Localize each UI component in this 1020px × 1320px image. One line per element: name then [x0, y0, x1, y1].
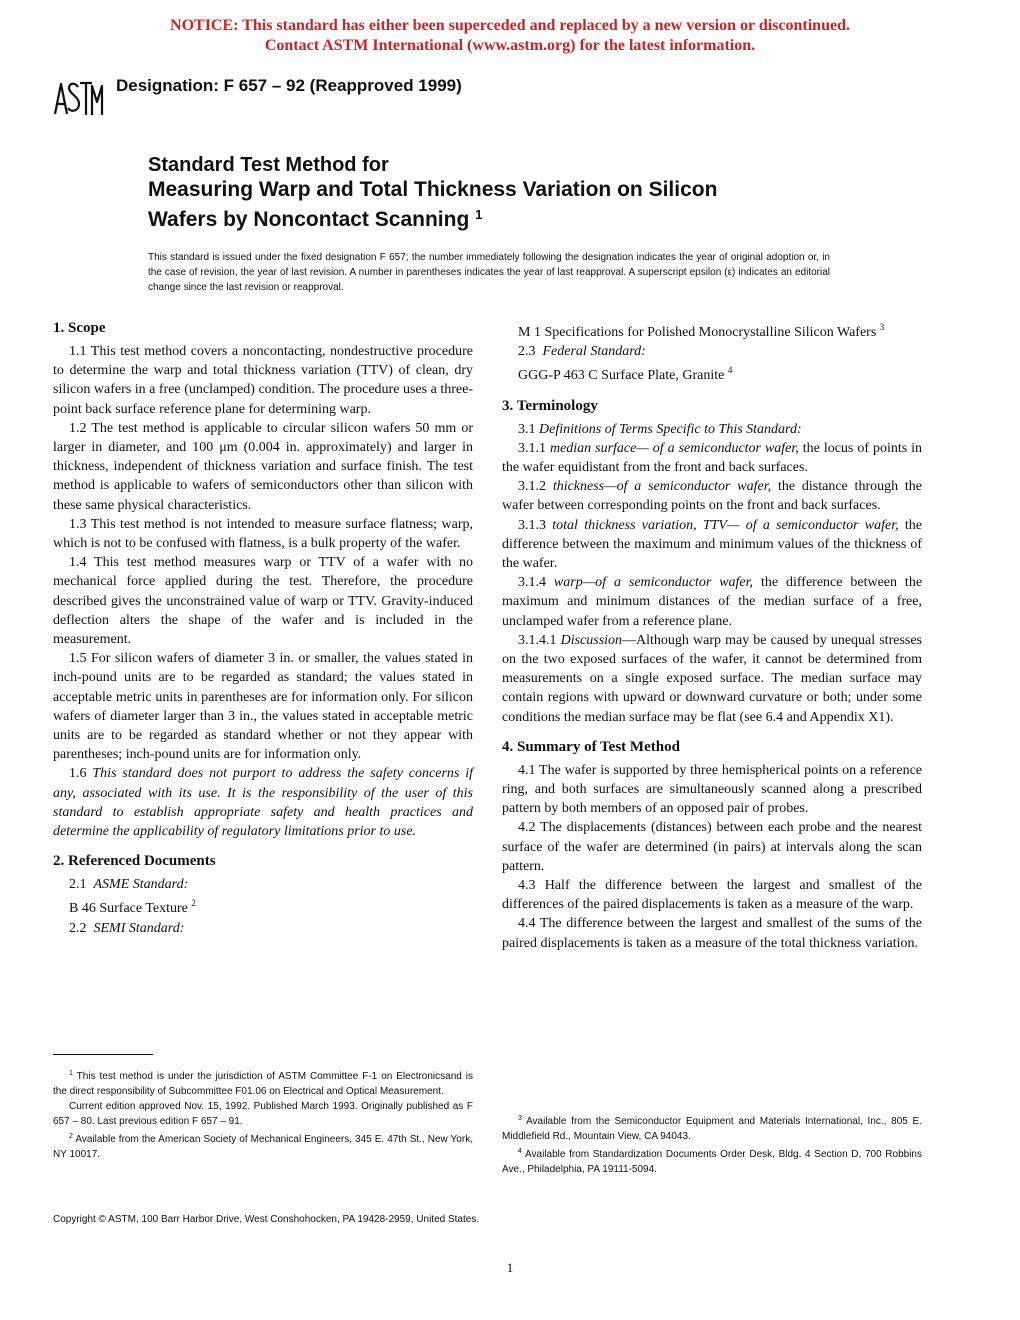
ref-2-1 [53, 875, 473, 894]
ref-b46-text: B 46 Surface Texture [69, 901, 188, 917]
notice-line-1: NOTICE: This standard has either been superceded and replaced by a new version or discontinued. [170, 17, 850, 34]
term-3-1-4-1-term: Discussion [560, 632, 623, 648]
term-3-1-number: 3.1 [518, 421, 536, 437]
footnote-3-mark: 3 [518, 1115, 522, 1122]
title-line-3-text: Wafers by Noncontact Scanning [148, 208, 470, 231]
footnote-2-text: Available from the American Society of Mechanical Engineers, 345 E. 47th St., New York, NY 10017. [53, 1134, 473, 1160]
ref-m1 [502, 318, 922, 342]
document-title [148, 153, 717, 232]
copyright-line: Copyright © ASTM, 100 Barr Harbor Drive, West Conshohocken, PA 19428-2959, United States. [53, 1214, 480, 1225]
term-3-1-4 [502, 573, 922, 631]
term-3-1-1-text: the locus of points in the wafer equidistant from the front and back surfaces. [502, 440, 923, 476]
footnote-1-text: This test method is under the jurisdiction of ASTM Committee F-1 on Electronicsand is the direct responsibility of Subcommittee F01.06 on Electrical and Optical Measurement. [53, 1071, 473, 1097]
term-3-1-4-term: warp—of a semiconductor wafer, [553, 575, 754, 591]
section-1-6 [53, 764, 473, 841]
term-3-1-2-number: 3.1.2 [518, 479, 546, 495]
term-3-1-2-text: the distance through the wafer between corresponding points on the front and back surfaces. [502, 479, 923, 514]
ref-2-2-number: 2.2 [69, 920, 87, 936]
ref-2-3-text: Federal Standard: [542, 344, 646, 360]
ref-2-3 [502, 342, 922, 361]
ref-m1-text: M 1 Specifications for Polished Monocrystalline Silicon Wafers [518, 325, 877, 340]
notice-banner [0, 16, 1020, 56]
section-1-6-text: This standard does not purport to address the safety concerns if any, associated with its use. It is the responsibility of the user of this standard to establish appropriate safety and health practices and determine the applicability of regulatory limitations prior to use. [53, 766, 474, 840]
section-1-2: 1.2 The test method is applicable to circular silicon wafers 50 mm or larger in diameter, and 100 μm (0.004 in. approximately) and larger in thickness, independent of thickness variation and surface finish. The test method is applicable to wafers of semiconductors other than silicon with these same physical characteristics. [53, 420, 473, 513]
footnote-1-mark: 1 [69, 1070, 73, 1077]
term-3-1-3-number: 3.1.3 [518, 517, 546, 533]
footnote-4-text: Available from Standardization Documents Order Desk, Bldg. 4 Section D, 700 Robbins Ave., Philadelphia, PA 19111-5094. [502, 1149, 922, 1175]
term-3-1-text: Definitions of Terms Specific to This Standard: [539, 421, 802, 437]
section-1-5: 1.5 For silicon wafers of diameter 3 in. or smaller, the values stated in inch-pound units are to be regarded as standard; the values stated in acceptable metric units in parentheses are for information only. For silicon wafers of diameter larger than 3 in., the values stated in acceptable metric units are to be regarded as standard whether or not they appear with parentheses; inch-pound units are for information only. [53, 651, 473, 763]
footnote-1 [53, 1066, 473, 1099]
title-line-2: Measuring Warp and Total Thickness Variation on Silicon [148, 178, 718, 201]
footnote-3 [502, 1111, 922, 1144]
footnote-2-mark: 2 [69, 1133, 73, 1140]
term-3-1-4-text: the difference between the maximum and minimum distances of the median surface of a free, unclamped wafer from a reference plane. [502, 575, 923, 629]
title-line-1: Standard Test Method for [148, 154, 389, 176]
ref-2-3-number: 2.3 [518, 344, 536, 360]
section-1-6-number: 1.6 [69, 766, 87, 782]
summary-heading: 4. Summary of Test Method [502, 738, 680, 755]
ref-ggg-text: GGG-P 463 C Surface Plate, Granite [518, 368, 725, 384]
footnote-4-mark: 4 [518, 1148, 522, 1155]
footnote-1-edition: Current edition approved Nov. 15, 1992. Published March 1993. Originally published as F 657 – 80. Last previous edition F 657 – 91. [53, 1101, 473, 1127]
ref-2-1-number: 2.1 [69, 877, 87, 893]
ref-ggg-footnote-mark: 4 [727, 365, 733, 376]
section-4-3: 4.3 Half the difference between the largest and smallest of the differences of the paired displacements is taken as a measure of the warp. [502, 878, 922, 913]
term-3-1-4-number: 3.1.4 [518, 575, 546, 591]
footnote-2 [53, 1129, 473, 1162]
astm-logo-icon [52, 78, 104, 118]
section-4-1: 4.1 The wafer is supported by three hemispherical points on a reference ring, and both surfaces are simultaneously scanned along a prescribed pattern by both members of an opposed pair of probes. [502, 762, 922, 817]
section-4-4: 4.4 The difference between the largest and smallest of the sums of the paired displacements is taken as a measure of the total thickness variation. [502, 916, 922, 951]
term-3-1-2-term: thickness—of a semiconductor wafer, [552, 479, 772, 495]
footnote-4 [502, 1144, 922, 1177]
notice-line-2: Contact ASTM International (www.astm.org) for the latest information. [264, 37, 756, 54]
ref-b46 [53, 894, 473, 918]
ref-ggg [502, 361, 922, 385]
term-3-1-4-1-number: 3.1.4.1 [518, 632, 557, 648]
term-3-1-1-number: 3.1.1 [518, 440, 546, 456]
section-4-2: 4.2 The displacements (distances) between each probe and the nearest surface of the wafer are determined (in pairs) at intervals along the scan pattern. [502, 820, 922, 874]
referenced-documents-heading: 2. Referenced Documents [53, 853, 216, 870]
scope-heading: 1. Scope [53, 320, 106, 336]
terminology-heading: 3. Terminology [502, 397, 598, 414]
issue-note: This standard is issued under the fixed designation F 657; the number immediately following the designation indicates the year of original adoption or, in the case of revision, the year of last revision. A number in parentheses indicates the year of last reapproval. A superscript epsilon (ε) indicates an editorial change since the last revision or reapproval. [148, 252, 830, 293]
footnotes-left [53, 1066, 473, 1162]
ref-m1-footnote-mark: 3 [879, 322, 885, 332]
section-1-4: 1.4 This test method measures warp or TTV of a wafer with no mechanical force applied during the test. Therefore, the procedure described gives the unconstrained value of warp or TTV. Gravity-induced deflection alters the shape of the wafer and is included in the measurement. [53, 555, 473, 648]
term-3-1-1 [502, 439, 922, 477]
title-line-3 [148, 202, 717, 232]
footnote-rule-left [53, 1054, 153, 1055]
term-3-1-3 [502, 516, 922, 574]
term-3-1-4-1-text: —Although warp may be caused by unequal stresses on the two exposed surfaces of the wafer, it cannot be determined from measurements on a single exposed surface. The median surface may contain regions with upward or downward curvature or both; under some conditions the median surface may be flat (see 6.4 and Appendix X1). [502, 632, 923, 725]
footnotes-right [502, 1111, 922, 1177]
section-1-1: 1.1 This test method covers a noncontacting, nondestructive procedure to determine the warp and total thickness variation (TTV) of clean, dry silicon wafers in a free (unclamped) condition. The procedure uses a three-point back surface reference plane for determining warp. [53, 344, 473, 417]
ref-b46-footnote-mark: 2 [191, 898, 196, 909]
footnote-3-text: Available from the Semiconductor Equipment and Materials International, Inc., 805 E. Middlefield Rd., Mountain View, CA 94043. [502, 1116, 922, 1142]
designation: Designation: F 657 – 92 (Reapproved 1999) [116, 76, 462, 95]
term-3-1-4-1 [502, 631, 922, 727]
term-3-1-3-term: total thickness variation, TTV— of a semiconductor wafer, [552, 517, 899, 533]
right-column [502, 318, 922, 953]
ref-2-1-text: ASME Standard: [93, 877, 189, 893]
term-3-1-1-term: median surface— of a semiconductor wafer, [549, 440, 799, 456]
ref-2-2-text: SEMI Standard: [93, 920, 185, 936]
page-number: 1 [506, 1260, 514, 1275]
term-3-1-3-text: the difference between the maximum and minimum values of the thickness of the wafer. [502, 517, 923, 572]
term-3-1 [502, 420, 922, 439]
left-column [53, 318, 473, 938]
section-1-3: 1.3 This test method is not intended to measure surface flatness; warp, which is not to be confused with flatness, is a bulk property of the wafer. [53, 516, 473, 552]
title-footnote-mark: 1 [475, 207, 483, 222]
ref-2-2 [53, 919, 473, 938]
term-3-1-2 [502, 477, 922, 515]
